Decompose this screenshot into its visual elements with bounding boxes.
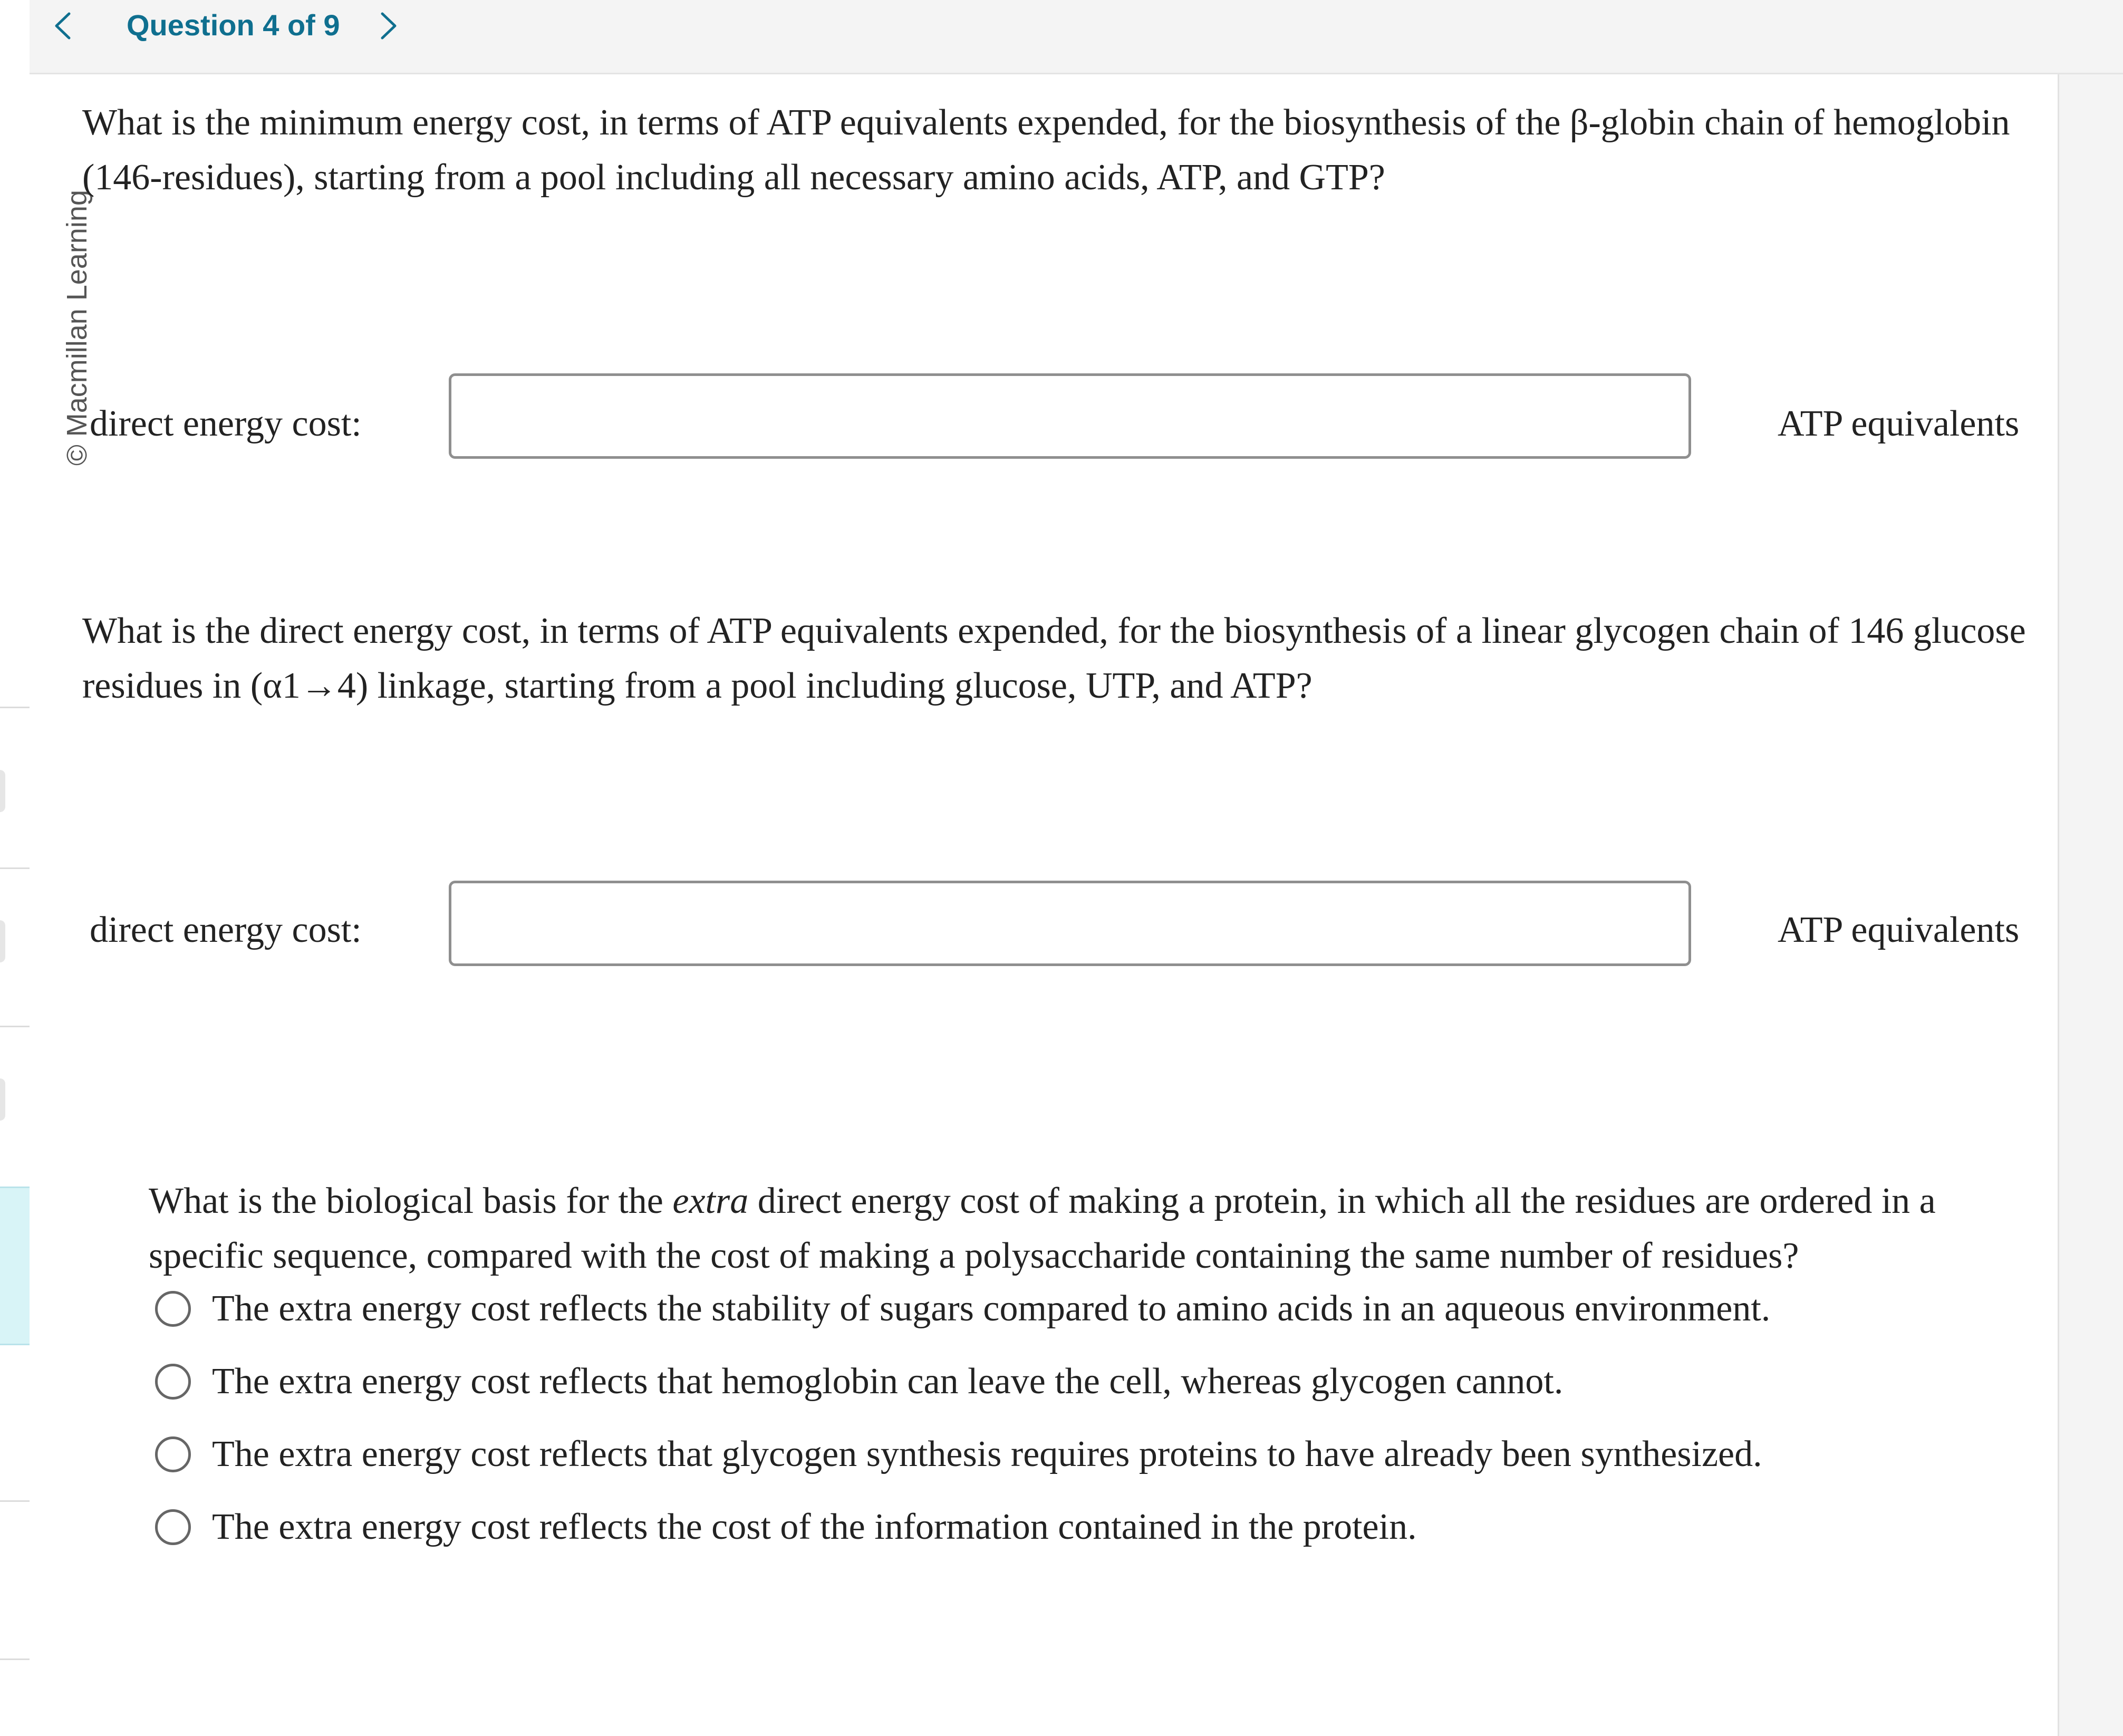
question-text-part2: What is the direct energy cost, in terms of ATP equivalents expended, for the biosynthesis of a linear glycogen chain of 146 glucose residues in (α1→4) linkage, starting from a pool including glucose, UTP, and ATP? [82, 611, 2026, 706]
direct-energy-cost-label: direct energy cost: [90, 910, 362, 950]
question-text-part1: What is the minimum energy cost, in terms of ATP equivalents expended, for the biosynthesis of the β-globin chain of hemoglobin (146-residues), starting from a pool including all necessary amino acids, ATP, and GTP? [82, 102, 2010, 198]
rail-tab-handle[interactable] [0, 920, 5, 962]
rail-active-item[interactable] [0, 1187, 30, 1345]
copyright-watermark: © Macmillan Learning [61, 189, 93, 466]
question-text-part3 [149, 1174, 2037, 1284]
chevron-left-icon [51, 12, 74, 40]
unit-label: ATP equivalents [1778, 910, 2020, 950]
radio-button[interactable] [155, 1364, 191, 1400]
next-question-button[interactable] [365, 2, 412, 50]
rail-divider [0, 867, 30, 869]
rail-tab-handle[interactable] [0, 770, 5, 812]
rail-divider [0, 1500, 30, 1502]
direct-energy-cost-input-part2[interactable] [449, 881, 1691, 966]
direct-energy-cost-label: direct energy cost: [90, 403, 362, 444]
unit-label: ATP equivalents [1778, 403, 2020, 444]
answer-option[interactable] [155, 1353, 1563, 1411]
radio-button[interactable] [155, 1436, 191, 1472]
answer-option[interactable] [155, 1425, 1762, 1483]
question-text-segment: What is the biological basis for the [149, 1181, 673, 1221]
chevron-right-icon [377, 12, 400, 40]
question-card [30, 74, 2059, 1736]
question-nav-header [30, 0, 2123, 74]
answer-option-label: The extra energy cost reflects the cost of the information contained in the protein. [212, 1507, 1417, 1547]
answer-option-label: The extra energy cost reflects the stability of sugars compared to amino acids in an aqueous environment. [212, 1288, 1771, 1329]
answer-option-label: The extra energy cost reflects that glycogen synthesis requires proteins to have already been synthesized. [212, 1434, 1762, 1474]
previous-question-button[interactable] [39, 2, 86, 50]
emphasized-word: extra [672, 1181, 749, 1221]
rail-divider [0, 707, 30, 708]
question-text-segment: direct energy cost of making a protein, in which all the residues are ordered in a specific sequence, compared with the cost of making a polysaccharide containing the same number of residues? [149, 1181, 1936, 1276]
rail-tab-handle[interactable] [0, 1078, 5, 1121]
answer-option[interactable] [155, 1280, 1770, 1338]
left-rail [0, 0, 31, 1736]
answer-option-label: The extra energy cost reflects that hemoglobin can leave the cell, whereas glycogen cannot. [212, 1361, 1564, 1402]
answer-option[interactable] [155, 1498, 1417, 1556]
direct-energy-cost-input-part1[interactable] [449, 373, 1691, 459]
rail-divider [0, 1026, 30, 1027]
radio-button[interactable] [155, 1509, 191, 1545]
radio-button[interactable] [155, 1291, 191, 1327]
rail-divider [0, 1658, 30, 1660]
question-counter: Question 4 of 9 [127, 8, 340, 42]
